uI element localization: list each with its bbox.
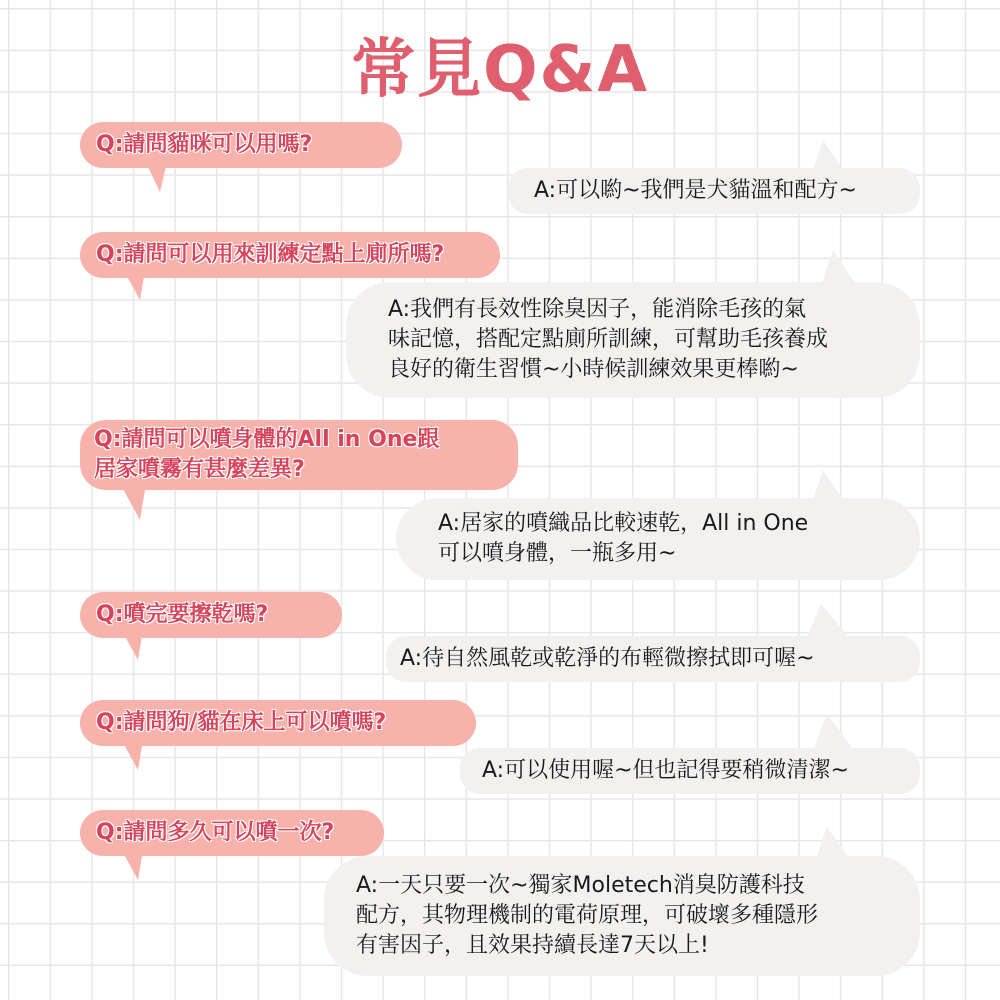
answer-text: A:待自然風乾或乾淨的布輕微擦拭即可喔~: [400, 646, 815, 671]
question-text: 居家噴霧有甚麼差異?: [94, 457, 305, 482]
answer-text: A:一天只要一次~獨家Moletech消臭防護科技: [356, 873, 805, 898]
question-text: Q:請問狗/貓在床上可以噴嗎?: [96, 710, 387, 735]
answer-text: A:可以使用喔~但也記得要稍微清潔~: [482, 758, 849, 783]
answer-text: A:我們有長效性除臭因子，能消除毛孩的氣: [388, 297, 807, 322]
question-text: Q:請問可以噴身體的All in One跟: [94, 427, 440, 452]
answer-text: A:居家的噴織品比較速乾，All in One: [438, 511, 809, 536]
question-bubble-4: [80, 592, 342, 638]
question-bubble-2: [80, 232, 500, 278]
answer-bubble-4: [386, 636, 920, 682]
answer-bubble-1: [508, 168, 920, 214]
page-title: 常見Q&A: [351, 33, 649, 107]
answer-bubble-2: [346, 282, 920, 398]
answer-bubble-5: [460, 748, 920, 794]
answer-text: 味記憶，搭配定點廁所訓練，可幫助毛孩養成: [388, 327, 829, 352]
answer-text: 有害因子，且效果持續長達7天以上!: [356, 933, 709, 958]
answer-bubble-3: [396, 498, 920, 580]
question-bubble-3: [80, 420, 518, 490]
answer-text: 良好的衛生習慣~小時候訓練效果更棒喲~: [388, 357, 799, 382]
question-bubble-1: [80, 122, 402, 168]
question-bubble-5: [80, 700, 476, 746]
question-text: Q:請問可以用來訓練定點上廁所嗎?: [96, 242, 445, 267]
answer-text: A:可以喲~我們是犬貓溫和配方~: [534, 178, 857, 203]
question-text: Q:請問貓咪可以用嗎?: [96, 132, 313, 157]
question-text: Q:請問多久可以噴一次?: [96, 820, 335, 845]
question-bubble-6: [80, 810, 384, 856]
answer-bubble-tail: [806, 604, 856, 640]
answer-text: 配方，其物理機制的電荷原理，可破壞多種隱形: [356, 903, 819, 928]
question-text: Q:噴完要擦乾嗎?: [96, 602, 269, 627]
answer-text: 可以噴身體，一瓶多用~: [438, 541, 677, 566]
answer-bubble-6: [324, 856, 920, 976]
